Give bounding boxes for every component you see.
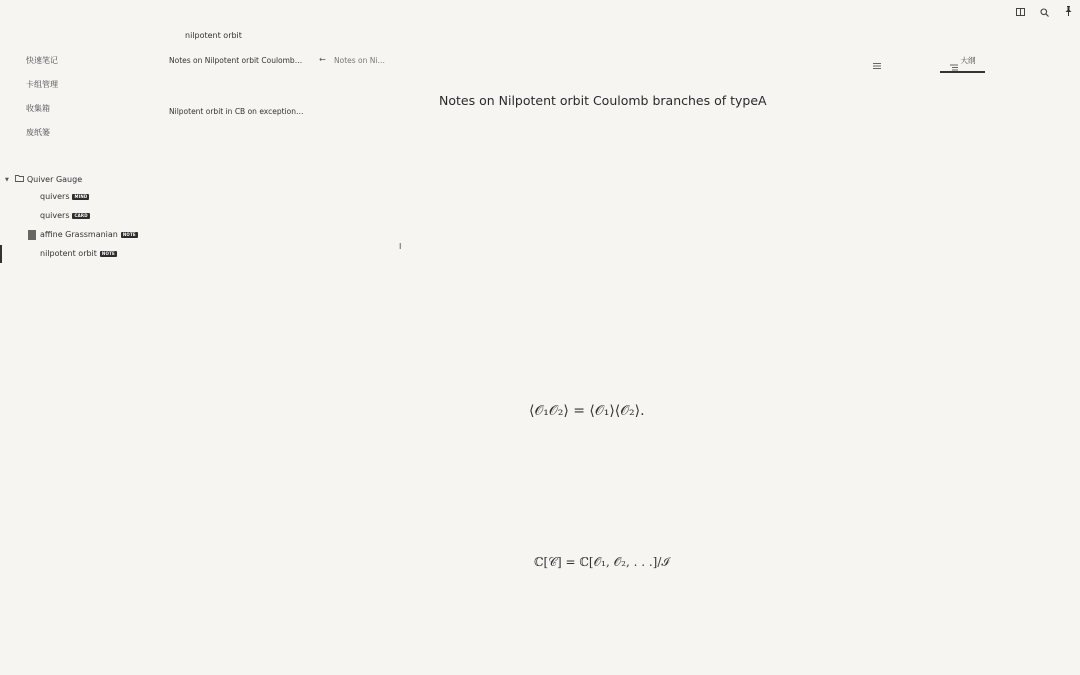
search-icon[interactable] bbox=[1038, 6, 1050, 18]
drag-handle[interactable] bbox=[28, 230, 36, 240]
menu-icon[interactable] bbox=[873, 55, 881, 63]
sidebar-item-trash[interactable]: 废纸篓 bbox=[26, 128, 50, 137]
back-arrow-icon[interactable]: ← bbox=[319, 55, 326, 64]
tree-item-affine-grassmanian[interactable] bbox=[40, 230, 138, 239]
pin-icon[interactable] bbox=[1062, 5, 1074, 17]
tree-item-quivers-card[interactable] bbox=[40, 211, 90, 220]
tree-item-label: quivers bbox=[40, 211, 70, 220]
note-list-item[interactable]: Notes on Nilpotent orbit Coulomb… bbox=[169, 56, 303, 65]
active-indicator bbox=[0, 245, 2, 263]
tree-item-label: nilpotent orbit bbox=[40, 249, 97, 258]
note-list-item[interactable]: Nilpotent orbit in CB on exception… bbox=[169, 107, 304, 116]
type-badge: NOTE bbox=[122, 231, 136, 237]
tree-item-label: quivers bbox=[40, 192, 70, 201]
equation-2: ℂ[𝒞] = ℂ[𝒪₁, 𝒪₂, . . .]/ℐ bbox=[534, 555, 670, 569]
tree-folder-label: Quiver Gauge bbox=[26, 175, 83, 184]
breadcrumb[interactable]: Notes on Ni… bbox=[334, 56, 385, 65]
tree-item-nilpotent-orbit[interactable] bbox=[40, 249, 117, 258]
equation-1: ⟨𝒪₁𝒪₂⟩ = ⟨𝒪₁⟩⟨𝒪₂⟩. bbox=[529, 403, 645, 419]
tab-outline-label: 大纲 bbox=[960, 56, 976, 65]
outline-icon bbox=[950, 56, 958, 71]
sidebar-item-quick-notes[interactable]: 快速笔记 bbox=[26, 56, 58, 65]
text-cursor-icon: I bbox=[399, 242, 402, 251]
window-title: nilpotent orbit bbox=[185, 31, 242, 40]
caret-down-icon[interactable]: ▼ bbox=[5, 176, 9, 183]
split-view-icon[interactable] bbox=[1014, 6, 1026, 18]
sidebar-item-inbox[interactable]: 收集箱 bbox=[26, 104, 50, 113]
folder-icon bbox=[15, 175, 24, 184]
tab-outline[interactable] bbox=[940, 54, 985, 73]
document-title: Notes on Nilpotent orbit Coulomb branches of typeA bbox=[439, 93, 767, 108]
tree-folder-quiver-gauge[interactable] bbox=[5, 175, 82, 184]
tree-item-quivers-mind[interactable] bbox=[40, 192, 89, 201]
sidebar-item-deck-management[interactable]: 卡组管理 bbox=[26, 80, 58, 89]
type-badge: CARD bbox=[74, 212, 88, 218]
tree-item-label: affine Grassmanian bbox=[40, 230, 118, 239]
type-badge: NOTE bbox=[101, 250, 115, 256]
type-badge: MIND bbox=[74, 193, 88, 199]
